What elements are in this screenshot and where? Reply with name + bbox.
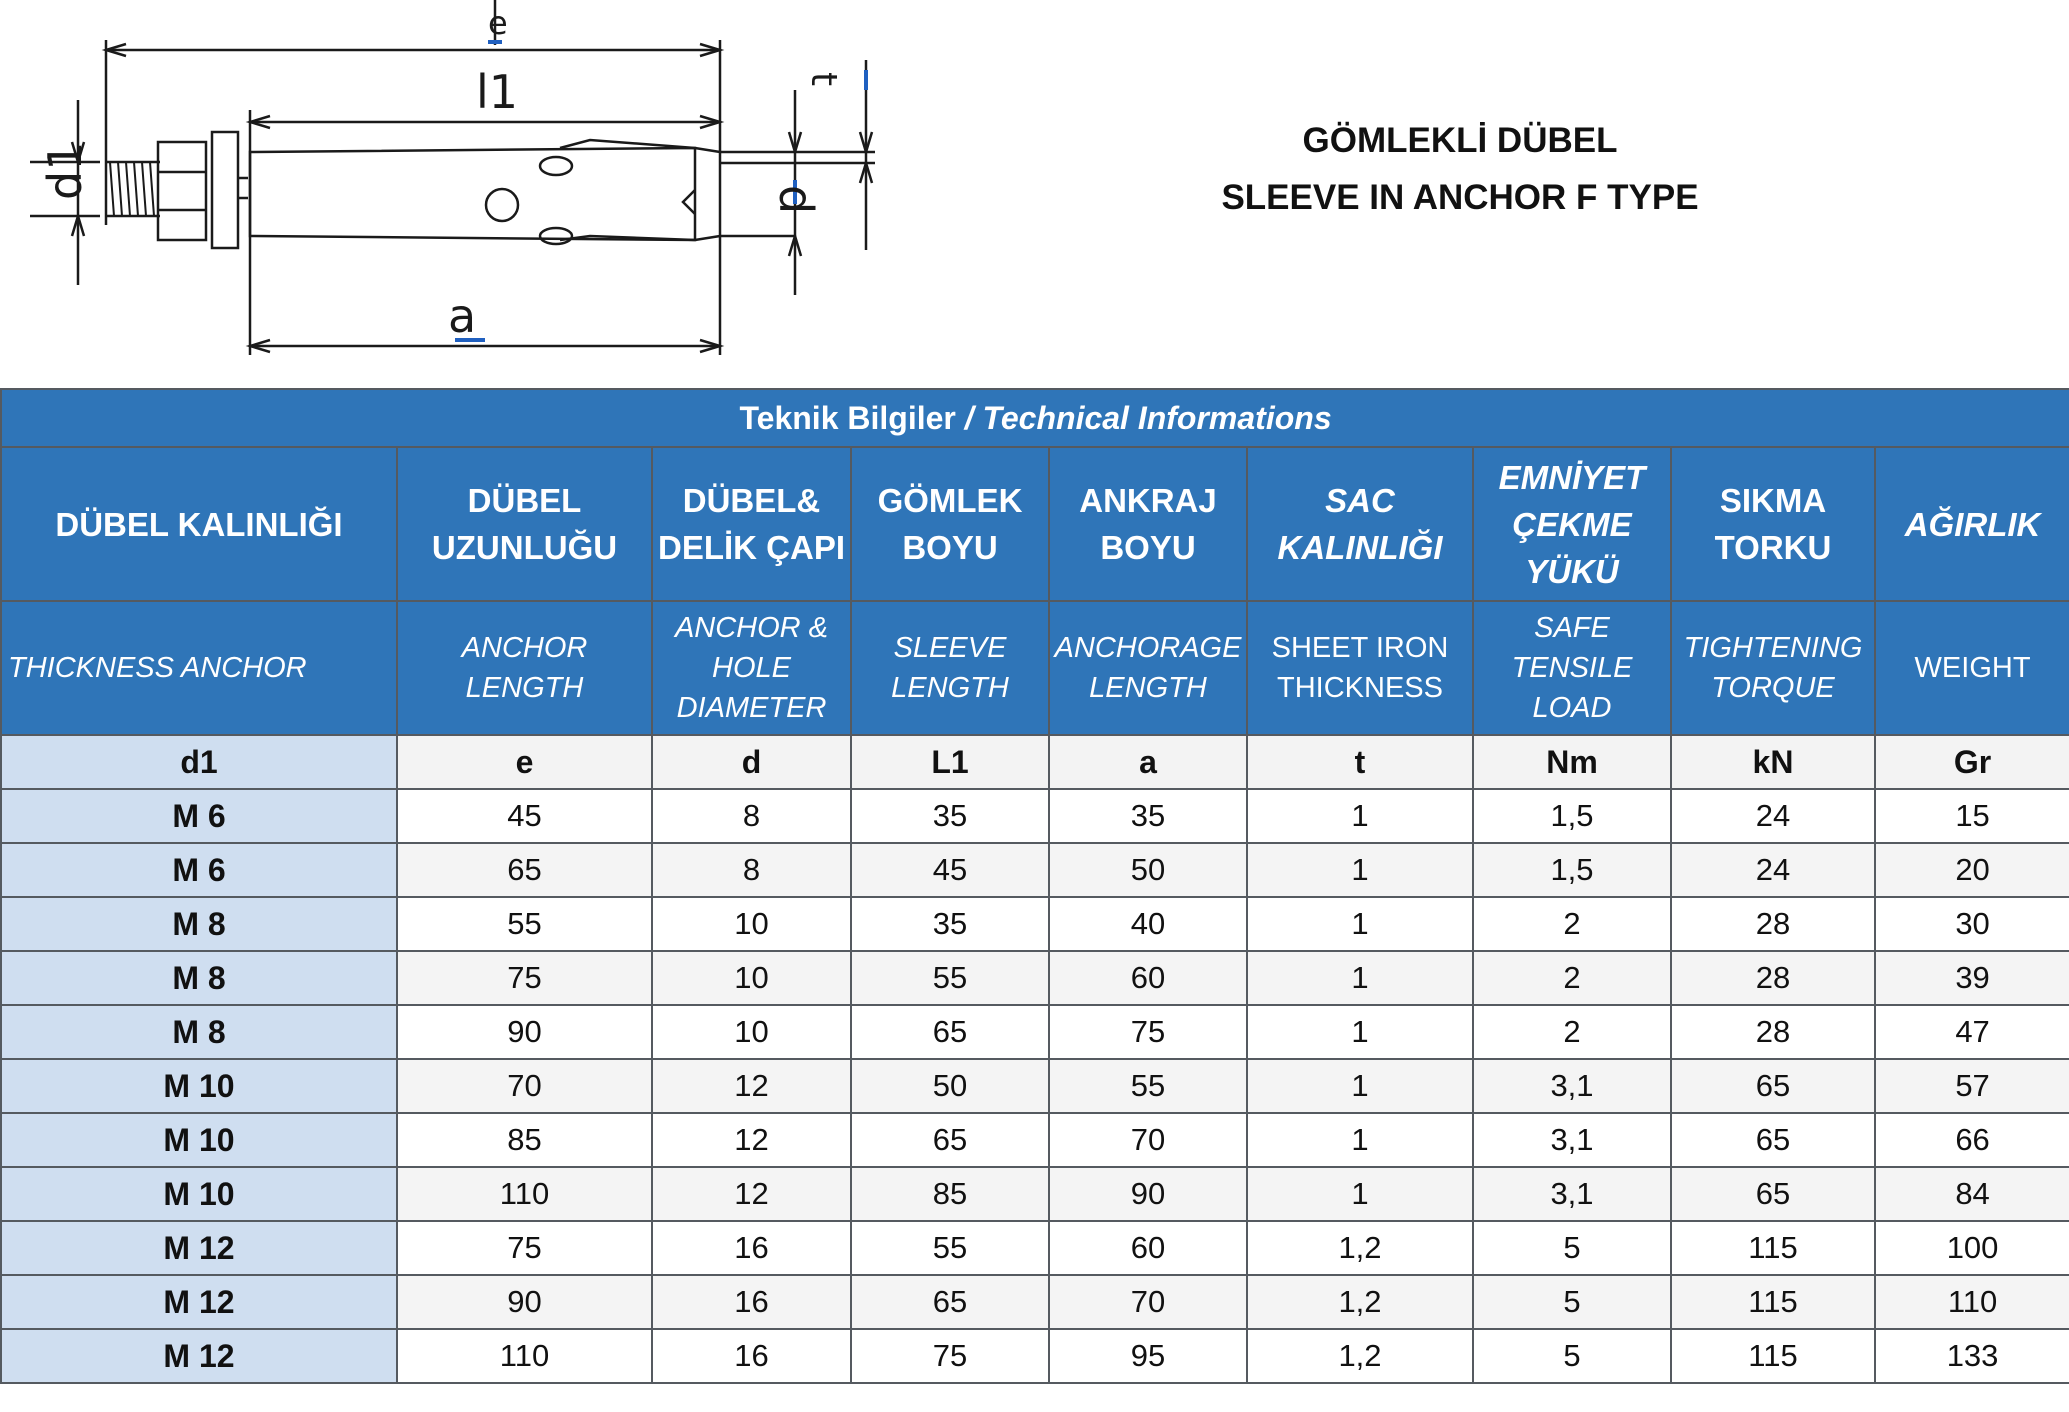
- anchor-size-cell: M 8: [1, 951, 397, 1005]
- value-cell: 2: [1473, 897, 1671, 951]
- table-band: Teknik Bilgiler / Technical Informations: [1, 389, 2069, 447]
- value-cell: 3,1: [1473, 1059, 1671, 1113]
- value-cell: 16: [652, 1275, 851, 1329]
- value-cell: 28: [1671, 951, 1875, 1005]
- value-cell: 110: [397, 1167, 652, 1221]
- value-cell: 50: [1049, 843, 1247, 897]
- value-cell: 1: [1247, 1113, 1473, 1167]
- value-cell: 66: [1875, 1113, 2069, 1167]
- value-cell: 50: [851, 1059, 1049, 1113]
- value-cell: 65: [851, 1005, 1049, 1059]
- value-cell: 24: [1671, 843, 1875, 897]
- value-cell: 35: [851, 897, 1049, 951]
- header-tr-8: AĞIRLIK: [1875, 447, 2069, 601]
- anchor-size-cell: M 8: [1, 897, 397, 951]
- table-row: [1, 1329, 2069, 1383]
- value-cell: 75: [397, 1221, 652, 1275]
- unit-cell: a: [1049, 735, 1247, 789]
- title-english: SLEEVE IN ANCHOR F TYPE: [1221, 178, 1699, 217]
- value-cell: 75: [1049, 1005, 1247, 1059]
- value-cell: 47: [1875, 1005, 2069, 1059]
- anchor-size-cell: M 10: [1, 1059, 397, 1113]
- value-cell: 90: [397, 1005, 652, 1059]
- value-cell: 1: [1247, 1167, 1473, 1221]
- value-cell: 40: [1049, 897, 1247, 951]
- value-cell: 12: [652, 1059, 851, 1113]
- unit-cell: d: [652, 735, 851, 789]
- header-en-8: WEIGHT: [1875, 601, 2069, 735]
- value-cell: 110: [1875, 1275, 2069, 1329]
- value-cell: 55: [1049, 1059, 1247, 1113]
- unit-cell: L1: [851, 735, 1049, 789]
- title-turkish: GÖMLEKLİ DÜBEL: [1302, 121, 1618, 160]
- value-cell: 55: [851, 951, 1049, 1005]
- anchor-size-cell: M 12: [1, 1275, 397, 1329]
- value-cell: 1,5: [1473, 843, 1671, 897]
- value-cell: 16: [652, 1329, 851, 1383]
- value-cell: 75: [397, 951, 652, 1005]
- value-cell: 15: [1875, 789, 2069, 843]
- table-row: [1, 1113, 2069, 1167]
- anchor-size-cell: M 6: [1, 789, 397, 843]
- value-cell: 60: [1049, 1221, 1247, 1275]
- value-cell: 65: [397, 843, 652, 897]
- technical-table: [0, 388, 2069, 1384]
- label-t: t: [803, 72, 844, 87]
- value-cell: 45: [397, 789, 652, 843]
- anchor-size-cell: M 10: [1, 1113, 397, 1167]
- value-cell: 115: [1671, 1221, 1875, 1275]
- value-cell: 45: [851, 843, 1049, 897]
- unit-cell: Gr: [1875, 735, 2069, 789]
- value-cell: 100: [1875, 1221, 2069, 1275]
- table-row: [1, 843, 2069, 897]
- anchor-size-cell: M 10: [1, 1167, 397, 1221]
- value-cell: 5: [1473, 1275, 1671, 1329]
- label-e: e: [488, 4, 508, 42]
- header-tr-3: GÖMLEK BOYU: [851, 447, 1049, 601]
- header-en-5: SHEET IRON THICKNESS: [1247, 601, 1473, 735]
- value-cell: 90: [1049, 1167, 1247, 1221]
- value-cell: 35: [851, 789, 1049, 843]
- value-cell: 1,2: [1247, 1221, 1473, 1275]
- value-cell: 1: [1247, 1059, 1473, 1113]
- value-cell: 115: [1671, 1275, 1875, 1329]
- value-cell: 10: [652, 897, 851, 951]
- label-a: a: [448, 289, 477, 343]
- header-tr-0: DÜBEL KALINLIĞI: [1, 447, 397, 601]
- value-cell: 1: [1247, 789, 1473, 843]
- value-cell: 30: [1875, 897, 2069, 951]
- value-cell: 3,1: [1473, 1113, 1671, 1167]
- value-cell: 1: [1247, 843, 1473, 897]
- value-cell: 1: [1247, 897, 1473, 951]
- table-row: [1, 1275, 2069, 1329]
- value-cell: 95: [1049, 1329, 1247, 1383]
- value-cell: 2: [1473, 1005, 1671, 1059]
- header-en-2: ANCHOR & HOLE DIAMETER: [652, 601, 851, 735]
- value-cell: 70: [1049, 1113, 1247, 1167]
- value-cell: 84: [1875, 1167, 2069, 1221]
- header-tr-2: DÜBEL& DELİK ÇAPI: [652, 447, 851, 601]
- value-cell: 20: [1875, 843, 2069, 897]
- value-cell: 85: [397, 1113, 652, 1167]
- table-row: [1, 1059, 2069, 1113]
- header-tr-5: SAC KALINLIĞI: [1247, 447, 1473, 601]
- value-cell: 28: [1671, 897, 1875, 951]
- value-cell: 3,1: [1473, 1167, 1671, 1221]
- value-cell: 133: [1875, 1329, 2069, 1383]
- value-cell: 1,5: [1473, 789, 1671, 843]
- table-row: [1, 789, 2069, 843]
- value-cell: 10: [652, 1005, 851, 1059]
- title-block: [1200, 112, 1720, 226]
- value-cell: 75: [851, 1329, 1049, 1383]
- value-cell: 1: [1247, 951, 1473, 1005]
- value-cell: 28: [1671, 1005, 1875, 1059]
- value-cell: 35: [1049, 789, 1247, 843]
- header-tr-4: ANKRAJ BOYU: [1049, 447, 1247, 601]
- value-cell: 90: [397, 1275, 652, 1329]
- header-en-3: SLEEVE LENGTH: [851, 601, 1049, 735]
- unit-cell: e: [397, 735, 652, 789]
- value-cell: 65: [851, 1275, 1049, 1329]
- value-cell: 24: [1671, 789, 1875, 843]
- table-row: [1, 1221, 2069, 1275]
- value-cell: 1: [1247, 1005, 1473, 1059]
- value-cell: 65: [1671, 1059, 1875, 1113]
- value-cell: 12: [652, 1113, 851, 1167]
- header-tr-6: EMNİYET ÇEKME YÜKÜ: [1473, 447, 1671, 601]
- label-d1: d1: [38, 141, 92, 200]
- table-row: [1, 1005, 2069, 1059]
- anchor-size-cell: M 6: [1, 843, 397, 897]
- value-cell: 39: [1875, 951, 2069, 1005]
- value-cell: 65: [1671, 1167, 1875, 1221]
- header-en-0: THICKNESS ANCHOR: [1, 601, 397, 735]
- unit-cell: kN: [1671, 735, 1875, 789]
- value-cell: 5: [1473, 1221, 1671, 1275]
- value-cell: 16: [652, 1221, 851, 1275]
- value-cell: 8: [652, 843, 851, 897]
- unit-cell: Nm: [1473, 735, 1671, 789]
- value-cell: 8: [652, 789, 851, 843]
- unit-cell: d1: [1, 735, 397, 789]
- value-cell: 70: [397, 1059, 652, 1113]
- header-en-7: TIGHTENING TORQUE: [1671, 601, 1875, 735]
- value-cell: 1,2: [1247, 1329, 1473, 1383]
- table-row: [1, 951, 2069, 1005]
- value-cell: 10: [652, 951, 851, 1005]
- table-row: [1, 897, 2069, 951]
- anchor-technical-drawing-icon: [0, 0, 900, 370]
- anchor-size-cell: M 12: [1, 1221, 397, 1275]
- value-cell: 60: [1049, 951, 1247, 1005]
- value-cell: 12: [652, 1167, 851, 1221]
- header-en-1: ANCHOR LENGTH: [397, 601, 652, 735]
- value-cell: 55: [397, 897, 652, 951]
- header-tr-7: SIKMA TORKU: [1671, 447, 1875, 601]
- value-cell: 65: [851, 1113, 1049, 1167]
- value-cell: 110: [397, 1329, 652, 1383]
- header-en-6: SAFE TENSILE LOAD: [1473, 601, 1671, 735]
- value-cell: 65: [1671, 1113, 1875, 1167]
- value-cell: 85: [851, 1167, 1049, 1221]
- value-cell: 1,2: [1247, 1275, 1473, 1329]
- anchor-size-cell: M 8: [1, 1005, 397, 1059]
- unit-cell: t: [1247, 735, 1473, 789]
- value-cell: 115: [1671, 1329, 1875, 1383]
- header-en-4: ANCHORAGE LENGTH: [1049, 601, 1247, 735]
- header-tr-1: DÜBEL UZUNLUĞU: [397, 447, 652, 601]
- anchor-size-cell: M 12: [1, 1329, 397, 1383]
- label-d: d: [769, 185, 823, 215]
- value-cell: 5: [1473, 1329, 1671, 1383]
- value-cell: 2: [1473, 951, 1671, 1005]
- value-cell: 55: [851, 1221, 1049, 1275]
- table-row: [1, 1167, 2069, 1221]
- value-cell: 70: [1049, 1275, 1247, 1329]
- value-cell: 57: [1875, 1059, 2069, 1113]
- label-l1: l1: [476, 65, 519, 119]
